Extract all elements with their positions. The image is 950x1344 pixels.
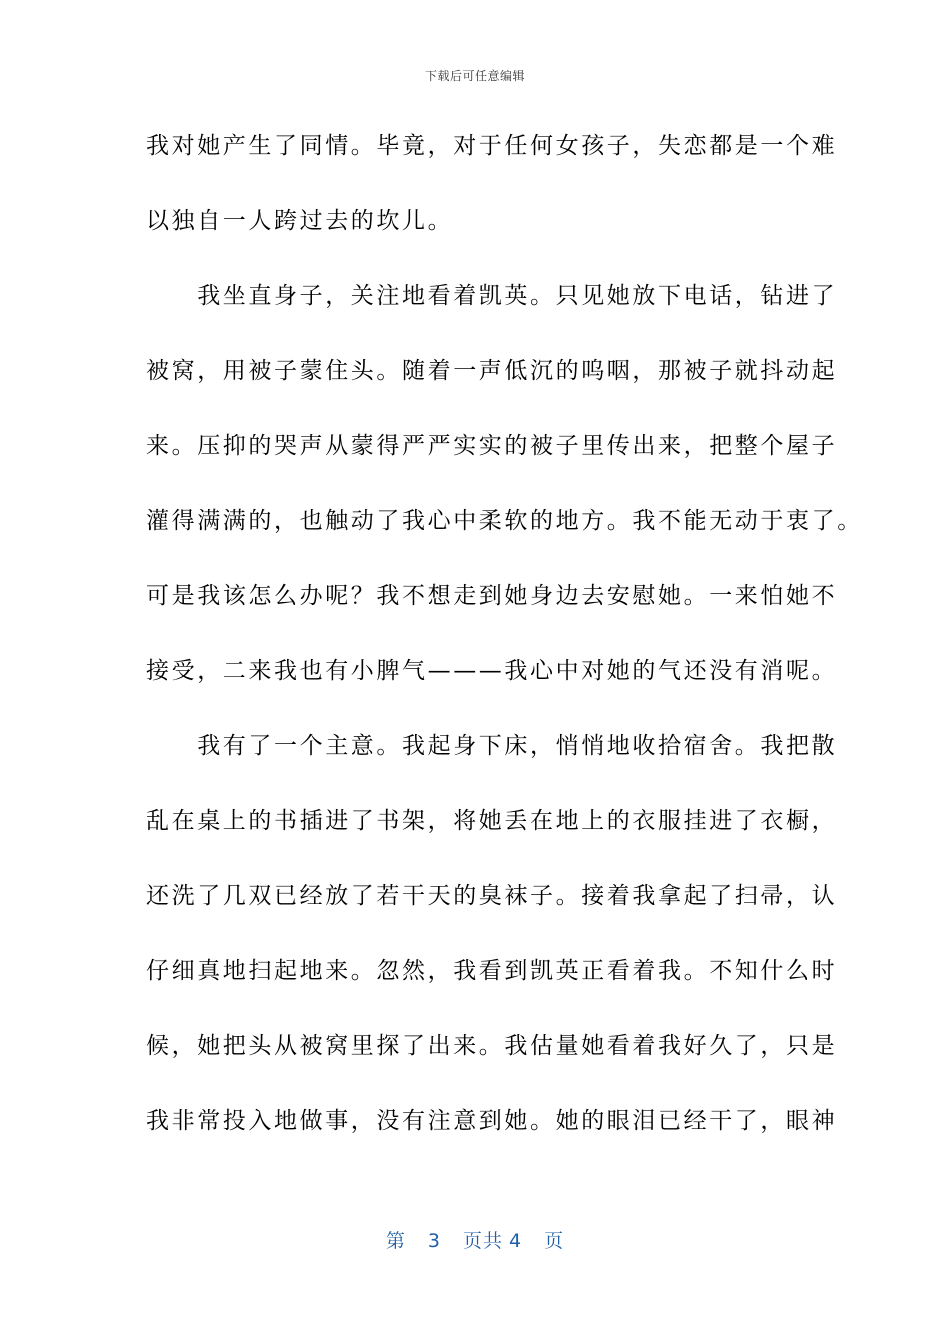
footer-middle: 页共 — [462, 1230, 503, 1252]
page-header: 下载后可任意编辑 — [424, 69, 525, 83]
text-line: 我坐直身子，关注地看着凯英。只见她放下电话，钻进了 — [146, 283, 838, 309]
text-line: 候，她把头从被窝里探了出来。我估量她看着我好久了，只是 — [146, 1033, 838, 1059]
text-line: 以独自一人跨过去的坎儿。 — [146, 208, 454, 234]
text-line: 我非常投入地做事，没有注意到她。她的眼泪已经干了，眼神 — [146, 1108, 838, 1134]
text-line: 接受，二来我也有小脾气———我心中对她的气还没有消呢。 — [146, 658, 838, 684]
text-line: 我有了一个主意。我起身下床，悄悄地收拾宿舍。我把散 — [146, 733, 838, 759]
text-line: 我对她产生了同情。毕竟，对于任何女孩子，失恋都是一个难 — [146, 133, 838, 159]
text-line: 来。压抑的哭声从蒙得严严实实的被子里传出来，把整个屋子 — [146, 433, 838, 459]
text-line: 可是我该怎么办呢？我不想走到她身边去安慰她。一来怕她不 — [146, 583, 838, 609]
body-text — [146, 126, 863, 1176]
footer-current-page: 3 — [427, 1230, 441, 1252]
text-line: 灌得满满的，也触动了我心中柔软的地方。我不能无动于衷了。 — [146, 508, 863, 534]
footer-suffix: 页 — [544, 1230, 565, 1252]
text-line: 仔细真地扫起地来。忽然，我看到凯英正看着我。不知什么时 — [146, 958, 838, 984]
footer-prefix: 第 — [385, 1230, 406, 1252]
footer-total-pages: 4 — [509, 1230, 523, 1252]
text-line: 还洗了几双已经放了若干天的臭袜子。接着我拿起了扫帚，认 — [146, 883, 838, 909]
text-line: 被窝，用被子蒙住头。随着一声低沉的呜咽，那被子就抖动起 — [146, 358, 838, 384]
page-footer — [0, 1226, 950, 1253]
text-line: 乱在桌上的书插进了书架，将她丢在地上的衣服挂进了衣橱， — [146, 808, 838, 834]
